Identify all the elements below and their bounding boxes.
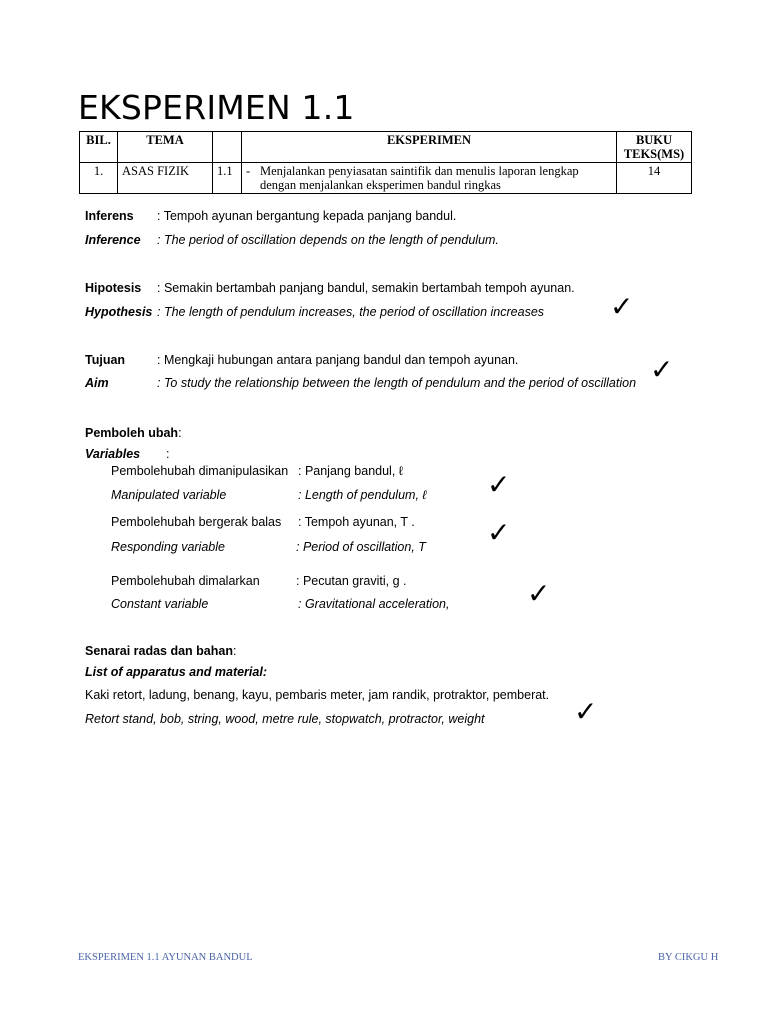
apparatus-text: Retort stand, bob, string, wood, metre rule, stopwatch, protractor, weight xyxy=(85,712,485,726)
hipotesis-label: Hipotesis xyxy=(85,281,142,295)
aim-text: : To study the relationship between the length of pendulum and the period of oscillation xyxy=(157,376,637,390)
header-buku xyxy=(617,132,692,163)
cell-dash: - xyxy=(242,163,257,194)
check-mark-icon: ✓ xyxy=(487,468,511,501)
page-title: EKSPERIMEN 1.1 xyxy=(78,88,355,127)
responding-value-en: : Period of oscillation, T xyxy=(296,540,426,554)
inference-text: : The period of oscillation depends on the length of pendulum. xyxy=(157,233,499,247)
hipotesis-text: : Semakin bertambah panjang bandul, semakin bertambah tempoh ayunan. xyxy=(157,281,575,295)
pemboleh-ubah-label: Pemboleh ubah xyxy=(85,426,179,440)
inferens-label: Inferens xyxy=(85,209,134,223)
eksperimen-line2: dengan menjalankan eksperimen bandul ringkas xyxy=(260,178,501,192)
constant-value-ms: : Pecutan graviti, g . xyxy=(296,574,407,588)
check-mark-icon: ✓ xyxy=(610,290,634,323)
manipulated-value-en: : Length of pendulum, ℓ xyxy=(298,488,427,502)
tujuan-text: : Mengkaji hubungan antara panjang bandul dan tempoh ayunan. xyxy=(157,353,519,367)
hypothesis-text: : The length of pendulum increases, the period of oscillation increases xyxy=(157,305,545,319)
pemboleh-ubah-colon: : xyxy=(178,426,182,440)
footer-left: EKSPERIMEN 1.1 AYUNAN BANDUL xyxy=(78,952,253,963)
cell-tema: ASAS FIZIK xyxy=(118,163,213,194)
table-row xyxy=(80,163,692,194)
responding-label-en: Responding variable xyxy=(111,540,225,554)
header-empty xyxy=(213,132,242,163)
apparatus-label: List of apparatus and material: xyxy=(85,665,267,679)
radas-text: Kaki retort, ladung, benang, kayu, pembaris meter, jam randik, protraktor, pemberat. xyxy=(85,688,550,702)
header-bil: BIL. xyxy=(80,132,118,163)
tujuan-label: Tujuan xyxy=(85,353,126,367)
constant-value-en: : Gravitational acceleration, xyxy=(298,597,450,611)
manipulated-label-en: Manipulated variable xyxy=(111,488,227,502)
experiment-table xyxy=(79,131,692,194)
cell-num: 1.1 xyxy=(213,163,242,194)
header-eksperimen: EKSPERIMEN xyxy=(242,132,617,163)
constant-label-ms: Pembolehubah dimalarkan xyxy=(111,574,260,588)
manipulated-value-ms: : Panjang bandul, ℓ xyxy=(298,464,403,478)
inferens-text: : Tempoh ayunan bergantung kepada panjang bandul. xyxy=(157,209,457,223)
responding-value-ms: : Tempoh ayunan, T . xyxy=(298,515,415,529)
responding-label-ms: Pembolehubah bergerak balas xyxy=(111,515,282,529)
pemboleh-ubah-heading xyxy=(85,424,182,442)
constant-label-en: Constant variable xyxy=(111,597,209,611)
hypothesis-label: Hypothesis xyxy=(85,305,153,319)
footer-right: BY CIKGU H xyxy=(658,952,719,963)
variables-colon: : xyxy=(166,447,170,461)
radas-label: Senarai radas dan bahan xyxy=(85,644,233,658)
variables-label: Variables xyxy=(85,447,141,461)
cell-buku: 14 xyxy=(617,163,692,194)
check-mark-icon: ✓ xyxy=(574,695,598,728)
eksperimen-line1: Menjalankan penyiasatan saintifik dan menulis laporan lengkap xyxy=(260,164,579,178)
cell-bil: 1. xyxy=(80,163,118,194)
aim-label: Aim xyxy=(85,376,109,390)
header-tema: TEMA xyxy=(118,132,213,163)
header-buku-line1: BUKU xyxy=(635,133,673,147)
check-mark-icon: ✓ xyxy=(650,353,674,386)
header-buku-line2: TEKS(MS) xyxy=(623,147,685,161)
check-mark-icon: ✓ xyxy=(527,577,551,610)
radas-heading xyxy=(85,642,236,660)
manipulated-label-ms: Pembolehubah dimanipulasikan xyxy=(111,464,289,478)
table-header-row xyxy=(80,132,692,163)
check-mark-icon: ✓ xyxy=(487,516,511,549)
inference-label: Inference xyxy=(85,233,141,247)
radas-colon: : xyxy=(232,644,237,658)
cell-eksperimen xyxy=(256,163,617,194)
